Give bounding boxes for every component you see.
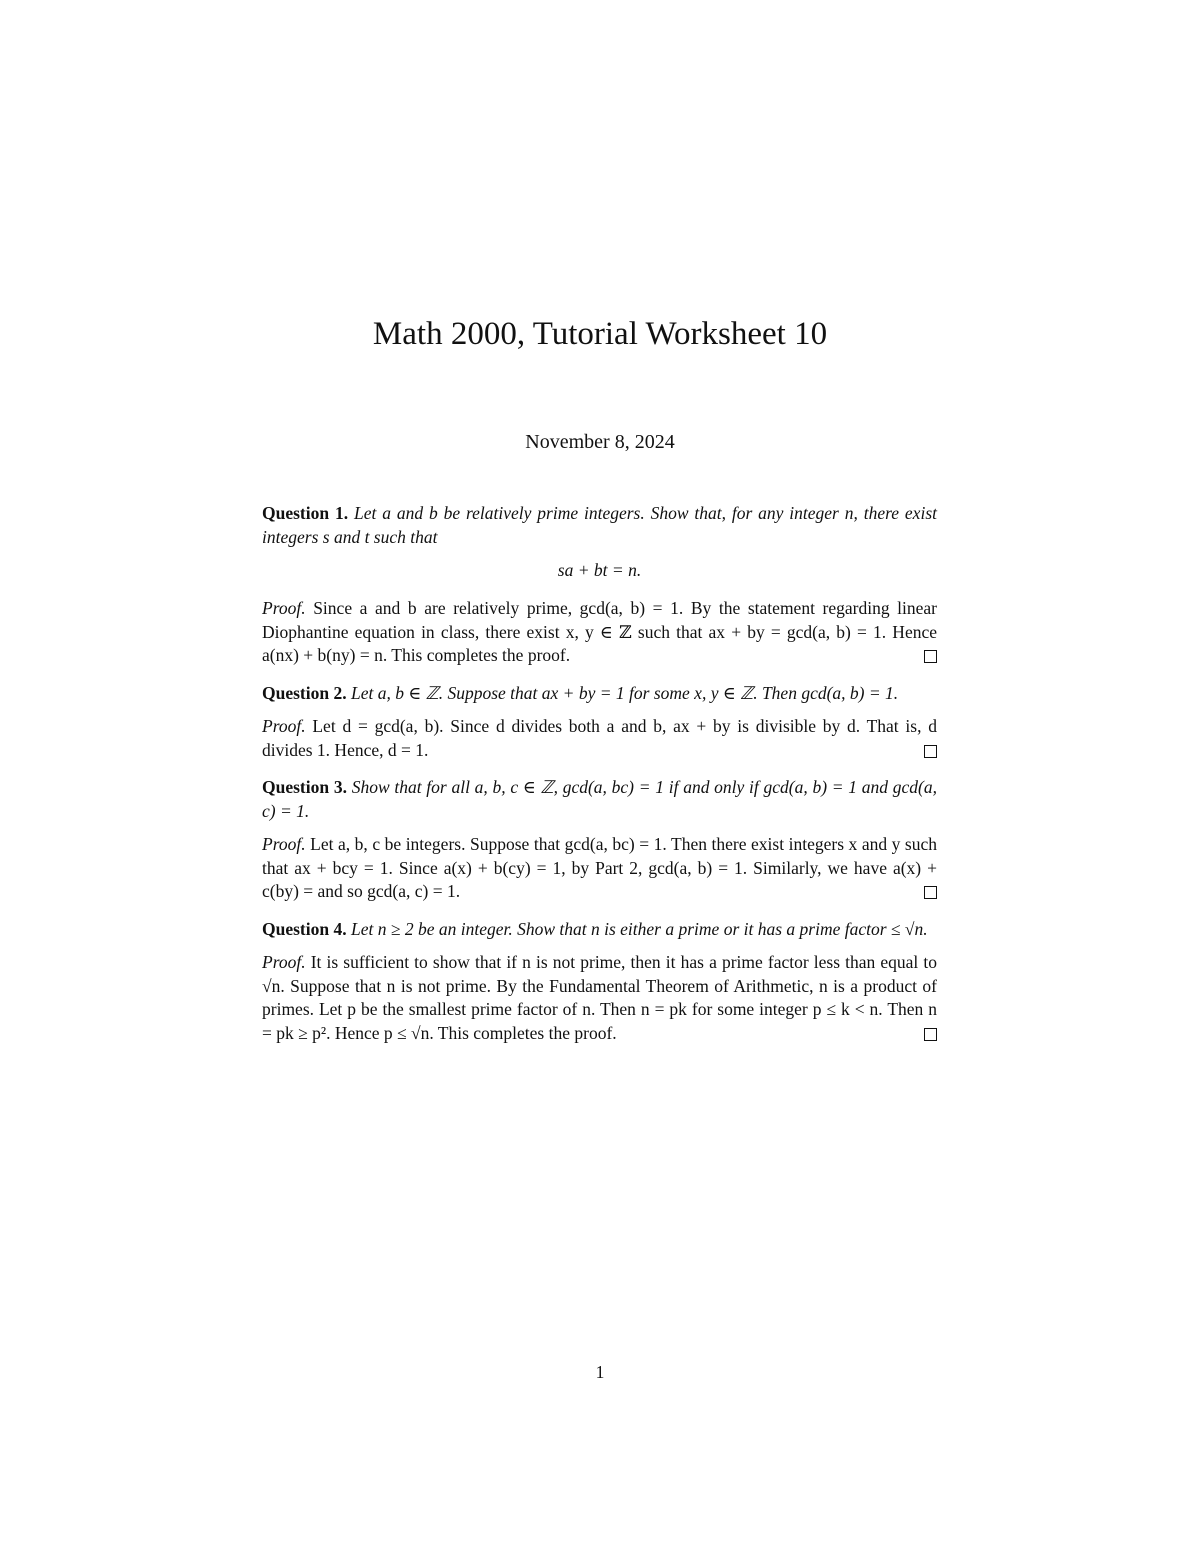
proof-2-body: Let d = gcd(a, b). Since d divides both a and b, ax + by is divisible by d. That is, d divides 1. Hence, d = 1. (262, 716, 937, 760)
proof-1-label: Proof. (262, 598, 306, 618)
qed-square-icon (924, 745, 937, 758)
qed-square-icon (924, 650, 937, 663)
page-date: November 8, 2024 (525, 431, 675, 453)
question-1-statement: Let a and b be relatively prime integers. Show that, for any integer n, there exist integers s and t such that (262, 503, 937, 547)
worksheet-content (262, 502, 937, 1059)
question-4-statement: Let n ≥ 2 be an integer. Show that n is either a prime or it has a prime factor ≤ √n. (350, 918, 928, 939)
question-3-statement: Show that for all a, b, c ∈ ℤ, gcd(a, bc) = 1 if and only if gcd(a, b) = 1 and gcd(a, c) = 1. (262, 777, 937, 821)
question-4 (262, 918, 937, 942)
proof-3 (262, 833, 937, 904)
proof-1 (262, 597, 937, 668)
proof-4 (262, 951, 937, 1045)
question-2 (262, 682, 937, 706)
proof-4-body: It is sufficient to show that if n is not prime, then it has a prime factor less than equal to √n. Suppose that n is not prime. By the Fundamental Theorem of Arithmetic, n is a product of primes. Let p be the smallest prime factor of n. Then n = pk for some integer p ≤ k < n. Then n = pk ≥ p². Hence p ≤ √n. This completes the proof. (262, 952, 938, 1043)
question-2-statement: Let a, b ∈ ℤ. Suppose that ax + by = 1 for some x, y ∈ ℤ. Then gcd(a, b) = 1. (350, 682, 899, 703)
page-title: Math 2000, Tutorial Worksheet 10 (372, 316, 828, 352)
qed-square-icon (924, 1028, 937, 1041)
proof-2-label: Proof. (262, 716, 306, 736)
question-1-label: Question 1. (262, 503, 349, 523)
proof-1-body: Since a and b are relatively prime, gcd(a, b) = 1. By the statement regarding linear Diophantine equation in class, there exist x, y ∈ ℤ such that ax + by = gcd(a, b) = 1. Hence a(nx) + b(ny) = n. This completes the proof. (262, 598, 938, 665)
question-1 (262, 502, 937, 549)
proof-3-body: Let a, b, c be integers. Suppose that gcd(a, bc) = 1. Then there exist integers x and y such that ax + bcy = 1. Since a(x) + b(cy) = 1, by Part 2, gcd(a, b) = 1. Similarly, we have a(x) + c(by) = and so gcd(a, c) = 1. (262, 834, 938, 901)
question-3-label: Question 3. (262, 777, 347, 797)
proof-3-label: Proof. (262, 834, 306, 854)
question-3 (262, 776, 937, 823)
proof-4-label: Proof. (262, 952, 306, 972)
question-4-label: Question 4. (262, 918, 347, 939)
qed-square-icon (924, 886, 937, 899)
page-number: 1 (595, 1362, 605, 1382)
question-1-equation: sa + bt = n. (557, 560, 642, 580)
proof-2 (262, 715, 937, 762)
question-2-label: Question 2. (262, 682, 347, 703)
